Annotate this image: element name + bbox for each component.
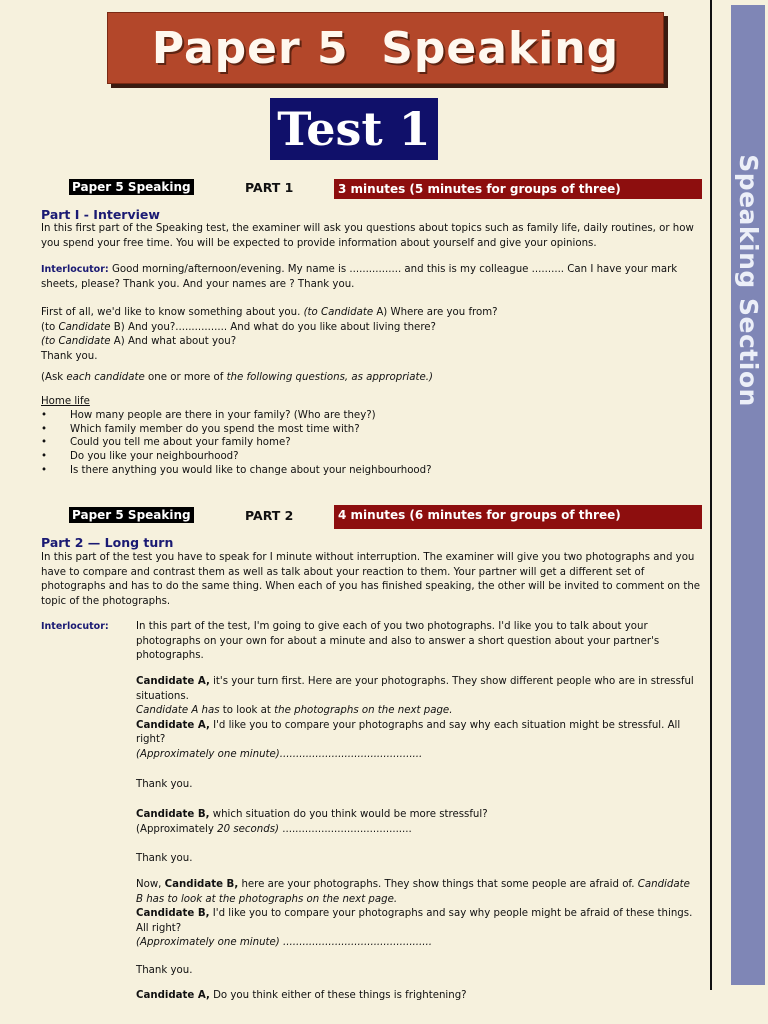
part2-label: PART 2 [245, 508, 294, 523]
question-list [41, 409, 681, 478]
question-item: • Which family member do you spend the most time with? [41, 423, 681, 437]
part2-candidate-b-turn: Now, Candidate B, here are your photographs. They show things that some people are afraid of. Candidate B has to look at the photographs on the next page. Candidate B, I'd like you to compare your photographs and say why people might be afraid of these things. All right? (Approximately one minute) .............................................. [136, 879, 693, 948]
part2-final-question: Candidate A, Do you think either of these things is frightening? [136, 990, 467, 1001]
topic-heading: Home life [41, 396, 90, 407]
test-title: Test 1 [277, 102, 431, 156]
side-section-text: Speaking Section [733, 153, 763, 407]
part1-interlocutor [41, 263, 701, 292]
question-item: • Is there anything you would like to change about your neighbourhood? [41, 464, 681, 478]
part1-intro: In this first part of the Speaking test, the examiner will ask you questions about topics such as family life, daily routines, or how you spend your free time. You will be expected to provide information about yourself and give your opinions. [41, 223, 694, 249]
banner-title: Paper 5 Speaking [151, 22, 620, 74]
side-band [731, 5, 765, 985]
script-line: (to Candidate A) And what about you? [41, 336, 237, 347]
part2-thanks-3: Thank you. [136, 965, 193, 976]
question-item: • Could you tell me about your family home? [41, 436, 681, 450]
script-line: Thank you. [41, 350, 98, 362]
part2-thanks-2: Thank you. [136, 853, 193, 864]
part2-candidate-a: Candidate A, it's your turn first. Here are your photographs. They show different people who are in stressful situations. Candidate A has to look at the photographs on the next page. Candidate A, I'd like you to compare your photographs and say why each situation might be stressful. All right? (Approximately one minute)............................................ [136, 676, 694, 760]
interlocutor-text-end: ? Thank you. [289, 278, 355, 290]
part2-interlocutor-text: In this part of the test, I'm going to give each of you two photographs. I'd like you to talk about your photographs on your own for about a minute and also to answer a short question about your partner's photographs. [136, 621, 660, 661]
part2-interlocutor-label: Interlocutor: [41, 621, 109, 632]
side-section-label [731, 153, 765, 407]
paper-banner [107, 12, 664, 84]
interlocutor-text: Good morning/afternoon/evening. My name is ................ and this is my colleague .......... Can I have your mark sheets, please? Thank you. And your names are [41, 264, 678, 290]
test-title-box [270, 98, 438, 160]
question-item: • How many people are there in your family? (Who are they?) [41, 409, 681, 423]
page-divider-rule [710, 0, 712, 990]
part1-time-bar: 3 minutes (5 minutes for groups of three) [334, 179, 702, 199]
part1-label: PART 1 [245, 180, 294, 195]
part2-paper-tag: Paper 5 Speaking [69, 507, 194, 523]
interlocutor-label: Interlocutor: [41, 264, 109, 275]
part2-intro: In this part of the test you have to speak for I minute without interruption. The examiner will give you two photographs and you have to compare and contrast them as well as talk about your reaction to them. Your partner will get a different set of photographs and has to do the same thing. When each of you has finished speaking, the other will be invited to comment on the topic of the photographs. [41, 552, 701, 607]
part1-ask-note: (Ask each candidate one or more of the following questions, as appropriate.) [41, 372, 433, 383]
script-line: First of all, we'd like to know something about you. (to Candidate A) Where are you from? [41, 307, 498, 318]
part1-paper-tag: Paper 5 Speaking [69, 179, 194, 195]
question-item: • Do you like your neighbourhood? [41, 450, 681, 464]
part2-title: Part 2 — Long turn [41, 535, 174, 550]
script-line: (to Candidate B) And you?................ And what do you like about living there? [41, 321, 436, 333]
part1-title: Part I - Interview [41, 207, 160, 222]
part2-candidate-b: Candidate B, which situation do you think would be more stressful? (Approximately 20 seconds) ........................................ [136, 809, 488, 835]
part2-thanks-1: Thank you. [136, 779, 193, 790]
part1-questions-script [41, 306, 701, 364]
part2-time-bar: 4 minutes (6 minutes for groups of three) [334, 505, 702, 529]
